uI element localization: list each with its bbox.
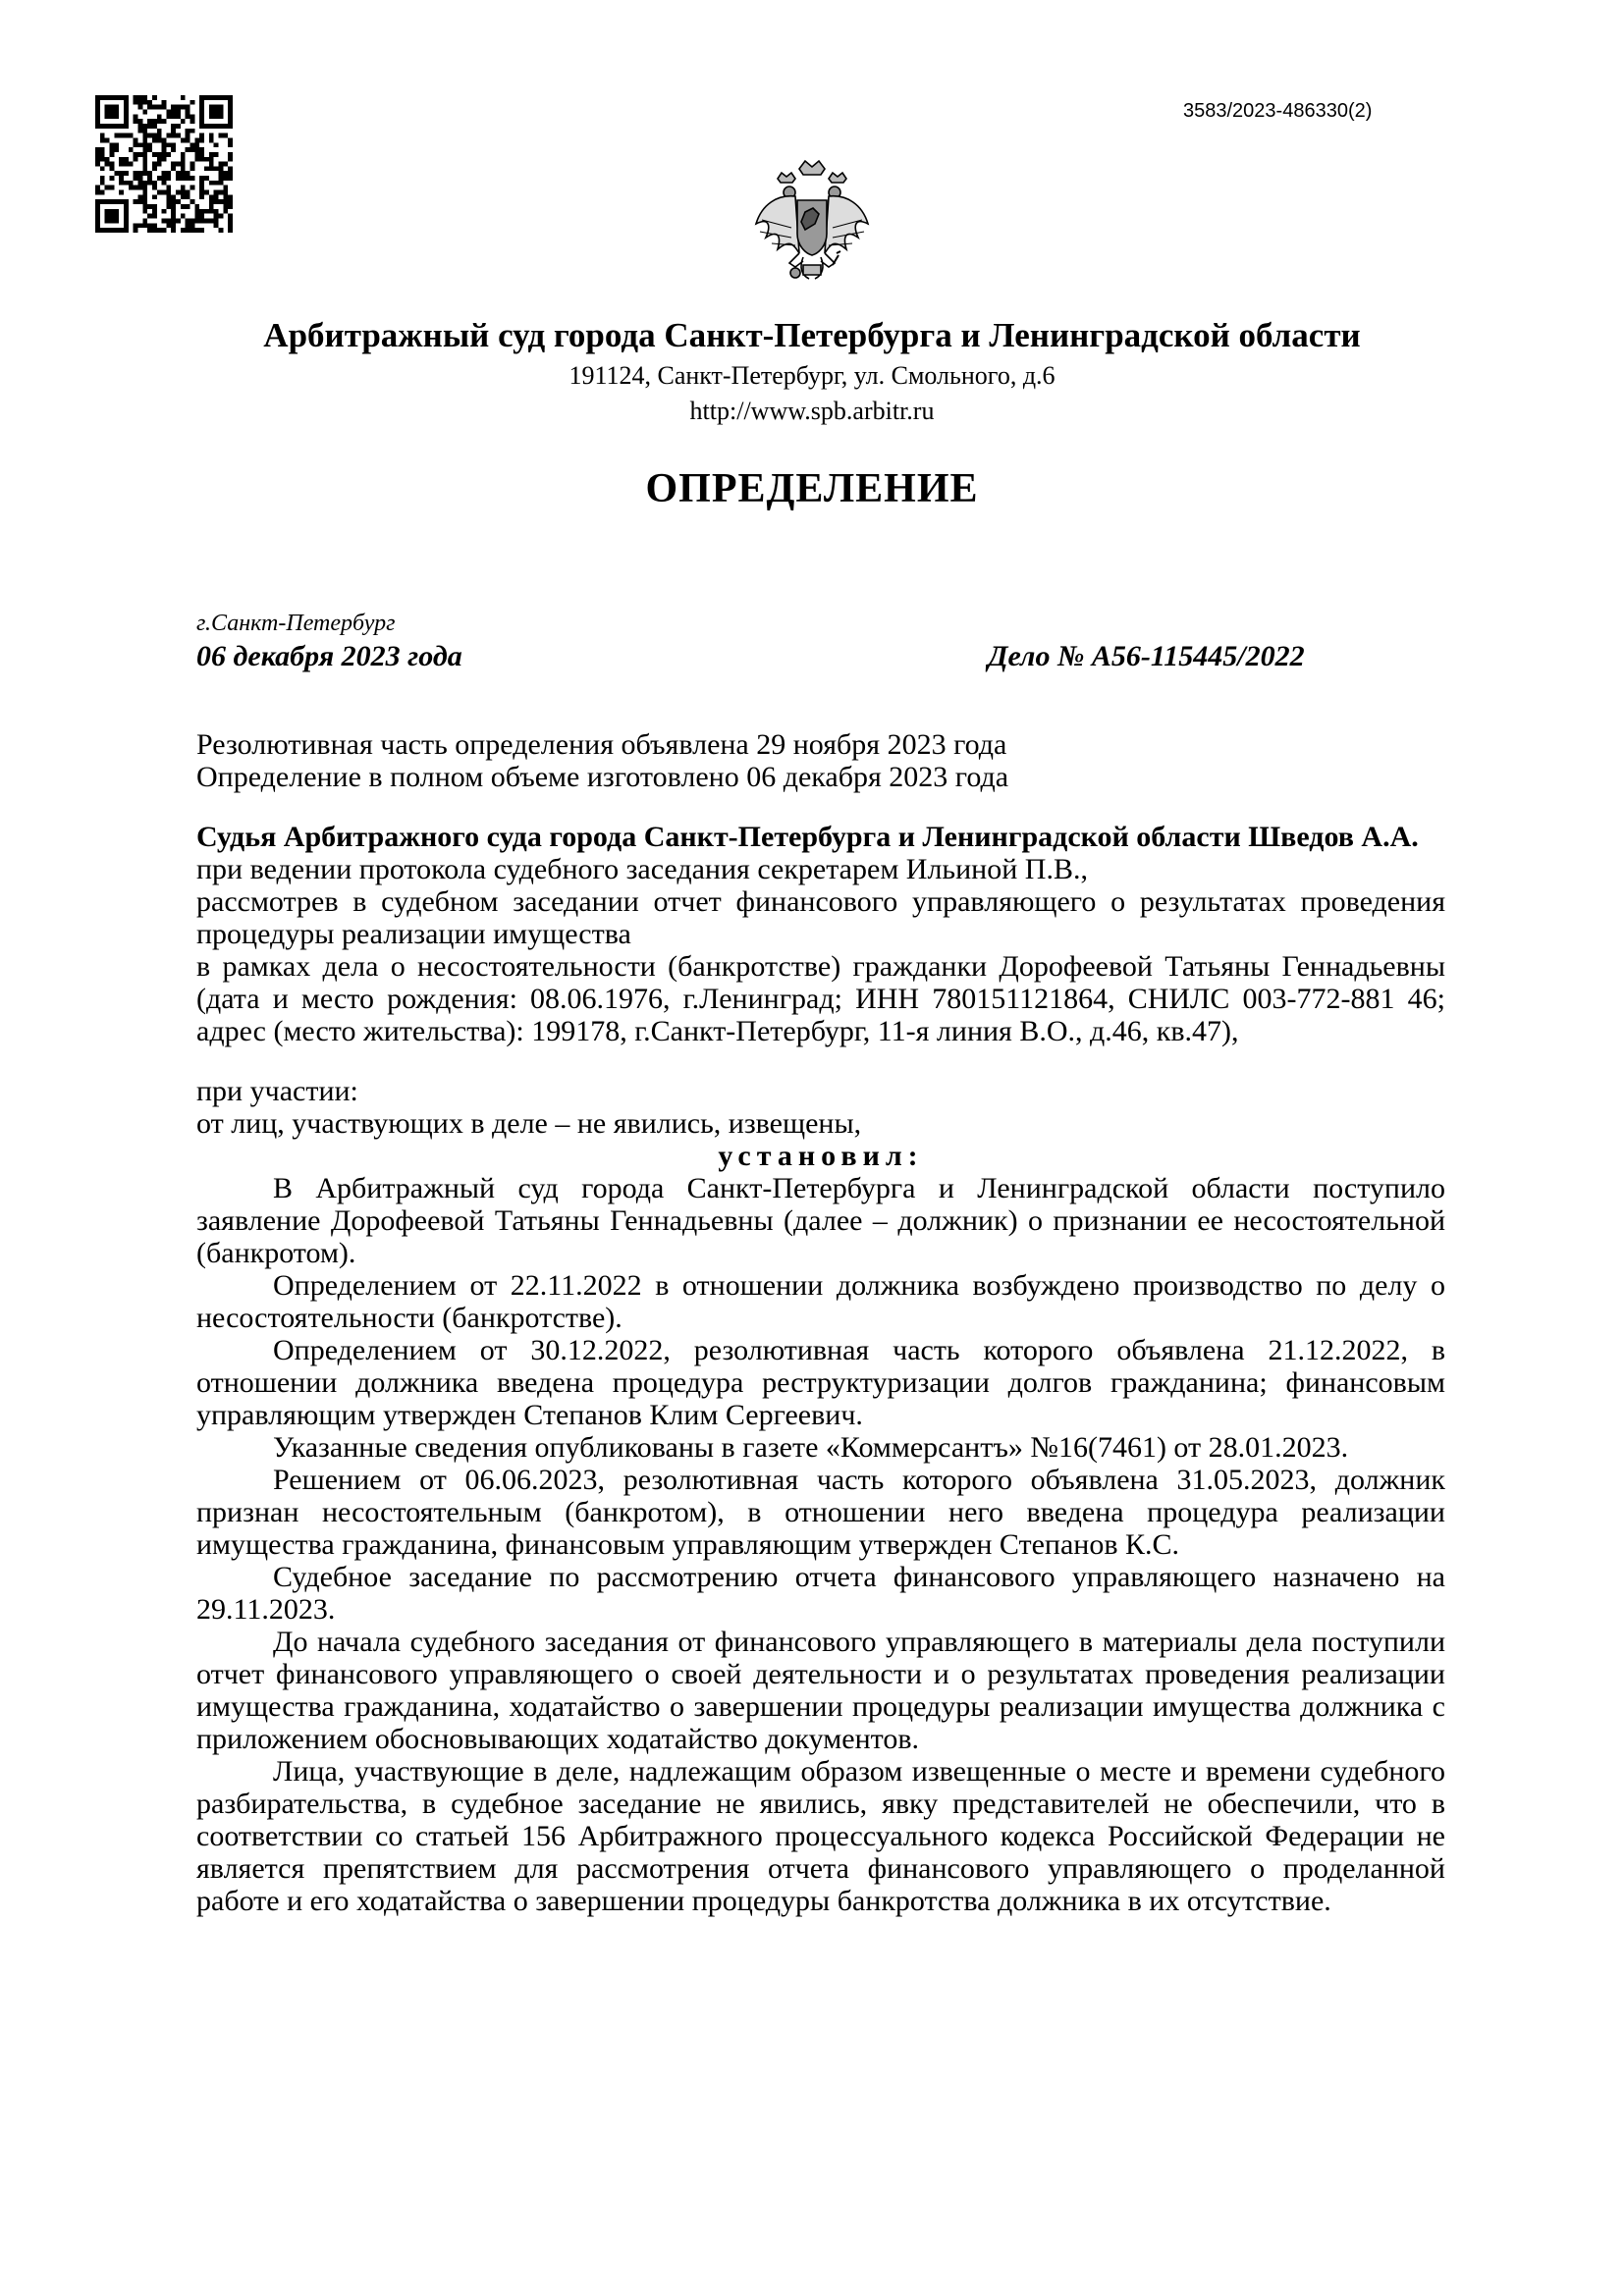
body-paragraph: Судебное заседание по рассмотрению отчета финансового управляющего назначено на 29.11.2023. [196, 1561, 1445, 1626]
document-body [196, 728, 1445, 1917]
body-paragraph: Указанные сведения опубликованы в газете «Коммерсантъ» №16(7461) от 28.01.2023. [273, 1431, 1349, 1464]
participation-label: при участии: [196, 1075, 358, 1107]
court-website: http://www.spb.arbitr.ru [689, 397, 935, 425]
announcement-line: Резолютивная часть определения объявлена 29 ноября 2023 года [196, 728, 1007, 761]
case-subject: в рамках дела о несостоятельности (банкротстве) гражданки Дорофеевой Татьяны Геннадьевны (дата и место рождения: 08.06.1976, г.Ленинград; ИНН 780151121864, СНИЛС 003-772-881 46; адрес (место жительства): 199178, г.Санкт-Петербург, 11-я линия В.О., д.46, кв.47), [196, 950, 1445, 1047]
participants-line: от лиц, участвующих в деле – не явились, извещены, [196, 1107, 862, 1140]
place: г.Санкт-Петербург [196, 611, 396, 636]
case-number: Дело № А56-115445/2022 [988, 640, 1305, 672]
body-paragraph: Лица, участвующие в деле, надлежащим образом извещенные о месте и времени судебного разбирательства, в судебное заседание не явились, явку представителей не обеспечили, что в соответствии со статьей 156 Арбитражного процессуального кодекса Российской Федерации не является препятствием для рассмотрения отчета финансового управляющего о проделанной работе и его ходатайства о завершении процедуры банкротства должника в их отсутствие. [196, 1755, 1445, 1917]
body-paragraph: Определением от 22.11.2022 в отношении должника возбуждено производство по делу о несостоятельности (банкротстве). [196, 1269, 1445, 1334]
document-title: ОПРЕДЕЛЕНИЕ [645, 466, 979, 511]
judge-line: Судья Арбитражного суда города Санкт-Петербурга и Ленинградской области Шведов А.А. [196, 821, 1419, 853]
considering-line: рассмотрев в судебном заседании отчет финансового управляющего о результатах проведения процедуры реализации имущества [196, 885, 1445, 950]
body-paragraph: Определением от 30.12.2022, резолютивная часть которого объявлена 21.12.2022, в отношении должника введена процедура реструктуризации долгов гражданина; финансовым управляющим утвержден Степанов Клим Сергеевич. [196, 1334, 1445, 1431]
body-paragraph: До начала судебного заседания от финансового управляющего в материалы дела поступили отчет финансового управляющего о своей деятельности и о результатах проведения реализации имущества гражданина, ходатайство о завершении процедуры реализации имущества должника с приложением обосновывающих ходатайство документов. [196, 1626, 1445, 1755]
established-heading: установил: [718, 1140, 924, 1172]
qr-code [95, 95, 233, 233]
coat-of-arms-emblem [748, 155, 876, 293]
document-date: 06 декабря 2023 года [196, 640, 462, 672]
court-address: 191124, Санкт-Петербург, ул. Смольного, д.6 [568, 361, 1056, 390]
body-paragraph: Решением от 06.06.2023, резолютивная часть которого объявлена 31.05.2023, должник признан несостоятельным (банкротом), в отношении него введена процедура реализации имущества гражданина, финансовым управляющим утвержден Степанов К.С. [196, 1464, 1445, 1561]
protocol-line: при ведении протокола судебного заседания секретарем Ильиной П.В., [196, 853, 1088, 885]
announcement-line: Определение в полном объеме изготовлено 06 декабря 2023 года [196, 761, 1009, 793]
body-paragraph: В Арбитражный суд города Санкт-Петербурга и Ленинградской области поступило заявление Дорофеевой Татьяны Геннадьевны (далее – должник) о признании ее несостоятельной (банкротом). [196, 1172, 1445, 1269]
court-name: Арбитражный суд города Санкт-Петербурга и Ленинградской области [263, 316, 1361, 354]
document-number: 3583/2023-486330(2) [1183, 100, 1373, 122]
